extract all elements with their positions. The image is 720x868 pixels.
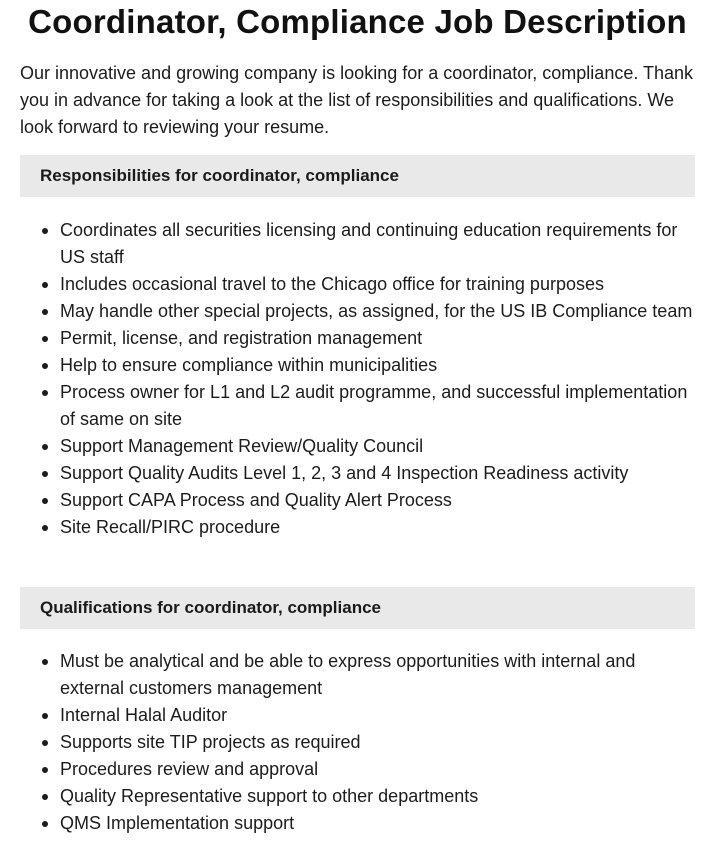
list-item: May handle other special projects, as assigned, for the US IB Compliance team <box>60 298 700 325</box>
responsibilities-heading: Responsibilities for coordinator, compliance <box>20 155 695 197</box>
list-item: Procedures review and approval <box>60 756 700 783</box>
list-item: Includes occasional travel to the Chicago office for training purposes <box>60 271 700 298</box>
list-item: QMS Implementation support <box>60 810 700 837</box>
list-item: Help to ensure compliance within municipalities <box>60 352 700 379</box>
qualifications-list <box>20 648 700 837</box>
list-item: Support Quality Audits Level 1, 2, 3 and 4 Inspection Readiness activity <box>60 460 700 487</box>
responsibilities-list <box>20 217 700 541</box>
list-item: Support CAPA Process and Quality Alert Process <box>60 487 700 514</box>
list-item: Support Management Review/Quality Council <box>60 433 700 460</box>
intro-paragraph: Our innovative and growing company is looking for a coordinator, compliance. Thank you in advance for taking a look at the list of responsibilities and qualifications. We look forward to reviewing your resume. <box>20 63 694 137</box>
list-item: Permit, license, and registration management <box>60 325 700 352</box>
list-item: Quality Representative support to other departments <box>60 783 700 810</box>
list-item: Coordinates all securities licensing and continuing education requirements for US staff <box>60 217 700 271</box>
list-item: Supports site TIP projects as required <box>60 729 700 756</box>
list-item: Internal Halal Auditor <box>60 702 700 729</box>
page-title: Coordinator, Compliance Job Description <box>28 3 687 40</box>
list-item: Site Recall/PIRC procedure <box>60 514 700 541</box>
list-item: Process owner for L1 and L2 audit programme, and successful implementation of same on site <box>60 379 700 433</box>
list-item: Must be analytical and be able to express opportunities with internal and external customers management <box>60 648 700 702</box>
qualifications-heading: Qualifications for coordinator, compliance <box>20 587 695 629</box>
